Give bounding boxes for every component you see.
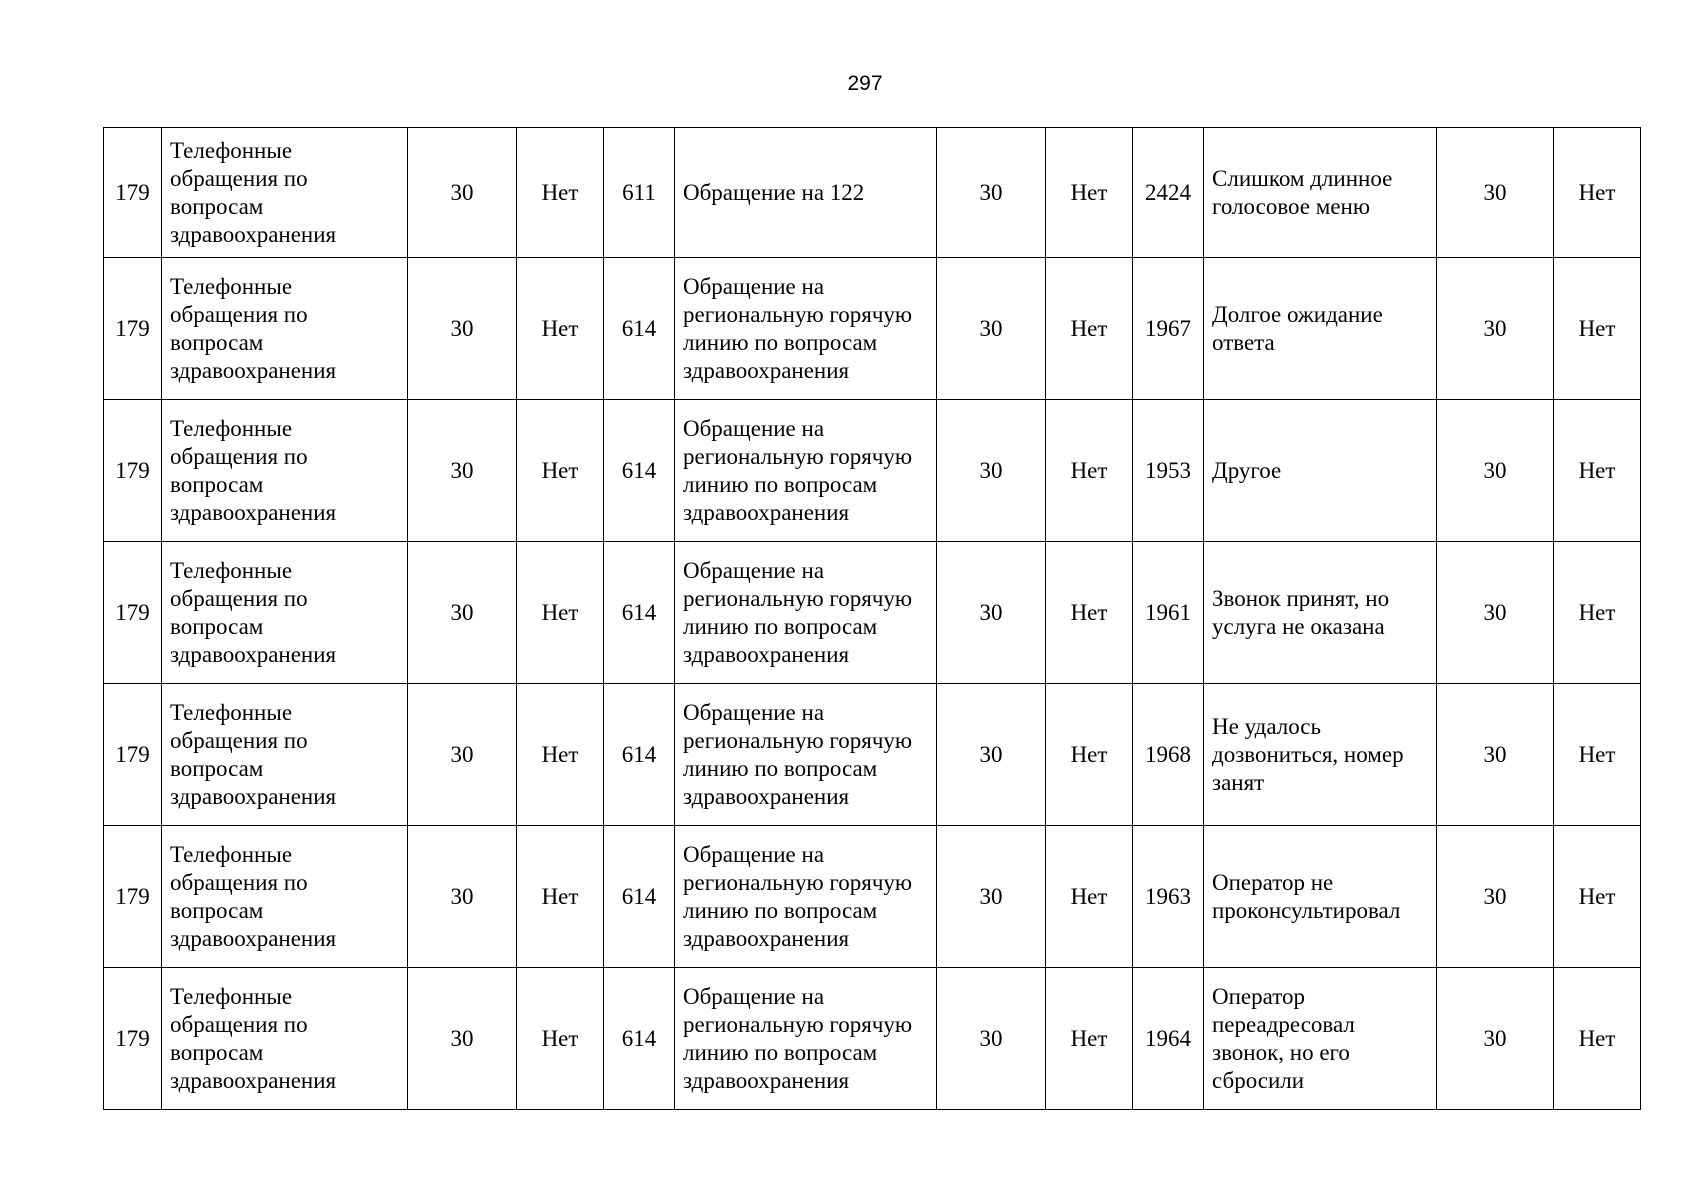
value-cell: 30 (1437, 258, 1554, 400)
topic-cell: Телефонные обращения по вопросам здравоохранения (162, 542, 408, 684)
value-cell: 30 (1437, 128, 1554, 258)
reason-code-cell: 1968 (1133, 684, 1204, 826)
row-id-cell: 179 (104, 542, 162, 684)
code-cell: 614 (604, 968, 675, 1110)
flag-cell: Нет (1046, 542, 1133, 684)
code-cell: 614 (604, 542, 675, 684)
channel-cell: Обращение на региональную горячую линию по вопросам здравоохранения (675, 542, 937, 684)
flag-cell: Нет (1554, 542, 1641, 684)
value-cell: 30 (408, 400, 517, 542)
reason-cell: Оператор переадресовал звонок, но его сбросили (1204, 968, 1437, 1110)
reason-code-cell: 1967 (1133, 258, 1204, 400)
table-row (104, 968, 1641, 1110)
flag-cell: Нет (1554, 684, 1641, 826)
table-row (104, 400, 1641, 542)
flag-cell: Нет (517, 968, 604, 1110)
value-cell: 30 (408, 258, 517, 400)
topic-cell: Телефонные обращения по вопросам здравоохранения (162, 258, 408, 400)
reason-code-cell: 1964 (1133, 968, 1204, 1110)
value-cell: 30 (937, 128, 1046, 258)
value-cell: 30 (408, 968, 517, 1110)
table-row (104, 542, 1641, 684)
table-row (104, 684, 1641, 826)
flag-cell: Нет (1046, 258, 1133, 400)
flag-cell: Нет (517, 128, 604, 258)
value-cell: 30 (937, 400, 1046, 542)
value-cell: 30 (1437, 684, 1554, 826)
value-cell: 30 (1437, 968, 1554, 1110)
flag-cell: Нет (517, 826, 604, 968)
value-cell: 30 (937, 968, 1046, 1110)
channel-cell: Обращение на 122 (675, 128, 937, 258)
value-cell: 30 (408, 542, 517, 684)
page-number: 297 (847, 72, 883, 95)
flag-cell: Нет (1046, 684, 1133, 826)
value-cell: 30 (408, 684, 517, 826)
value-cell: 30 (1437, 826, 1554, 968)
value-cell: 30 (408, 826, 517, 968)
reason-cell: Оператор не проконсультировал (1204, 826, 1437, 968)
topic-cell: Телефонные обращения по вопросам здравоохранения (162, 968, 408, 1110)
code-cell: 614 (604, 400, 675, 542)
table-row (104, 826, 1641, 968)
code-cell: 611 (604, 128, 675, 258)
table-row (104, 258, 1641, 400)
value-cell: 30 (1437, 542, 1554, 684)
topic-cell: Телефонные обращения по вопросам здравоохранения (162, 826, 408, 968)
flag-cell: Нет (517, 400, 604, 542)
channel-cell: Обращение на региональную горячую линию по вопросам здравоохранения (675, 968, 937, 1110)
topic-cell: Телефонные обращения по вопросам здравоохранения (162, 684, 408, 826)
flag-cell: Нет (1554, 128, 1641, 258)
reason-code-cell: 1953 (1133, 400, 1204, 542)
code-cell: 614 (604, 826, 675, 968)
code-cell: 614 (604, 258, 675, 400)
channel-cell: Обращение на региональную горячую линию по вопросам здравоохранения (675, 258, 937, 400)
topic-cell: Телефонные обращения по вопросам здравоохранения (162, 128, 408, 258)
reason-cell: Не удалось дозвониться, номер занят (1204, 684, 1437, 826)
channel-cell: Обращение на региональную горячую линию по вопросам здравоохранения (675, 826, 937, 968)
reason-cell: Звонок принят, но услуга не оказана (1204, 542, 1437, 684)
topic-cell: Телефонные обращения по вопросам здравоохранения (162, 400, 408, 542)
flag-cell: Нет (1046, 400, 1133, 542)
code-cell: 614 (604, 684, 675, 826)
value-cell: 30 (937, 684, 1046, 826)
table-row (104, 128, 1641, 258)
flag-cell: Нет (1046, 128, 1133, 258)
value-cell: 30 (408, 128, 517, 258)
row-id-cell: 179 (104, 684, 162, 826)
reason-code-cell: 2424 (1133, 128, 1204, 258)
reason-code-cell: 1963 (1133, 826, 1204, 968)
flag-cell: Нет (517, 258, 604, 400)
data-table (103, 127, 1641, 1110)
channel-cell: Обращение на региональную горячую линию по вопросам здравоохранения (675, 400, 937, 542)
reason-code-cell: 1961 (1133, 542, 1204, 684)
flag-cell: Нет (1554, 968, 1641, 1110)
reason-cell: Долгое ожидание ответа (1204, 258, 1437, 400)
reason-cell: Другое (1204, 400, 1437, 542)
flag-cell: Нет (1046, 826, 1133, 968)
flag-cell: Нет (1554, 826, 1641, 968)
row-id-cell: 179 (104, 968, 162, 1110)
row-id-cell: 179 (104, 128, 162, 258)
row-id-cell: 179 (104, 826, 162, 968)
value-cell: 30 (937, 826, 1046, 968)
row-id-cell: 179 (104, 400, 162, 542)
flag-cell: Нет (1046, 968, 1133, 1110)
reason-cell: Слишком длинное голосовое меню (1204, 128, 1437, 258)
row-id-cell: 179 (104, 258, 162, 400)
value-cell: 30 (937, 542, 1046, 684)
flag-cell: Нет (517, 684, 604, 826)
flag-cell: Нет (517, 542, 604, 684)
flag-cell: Нет (1554, 400, 1641, 542)
value-cell: 30 (937, 258, 1046, 400)
channel-cell: Обращение на региональную горячую линию по вопросам здравоохранения (675, 684, 937, 826)
flag-cell: Нет (1554, 258, 1641, 400)
value-cell: 30 (1437, 400, 1554, 542)
